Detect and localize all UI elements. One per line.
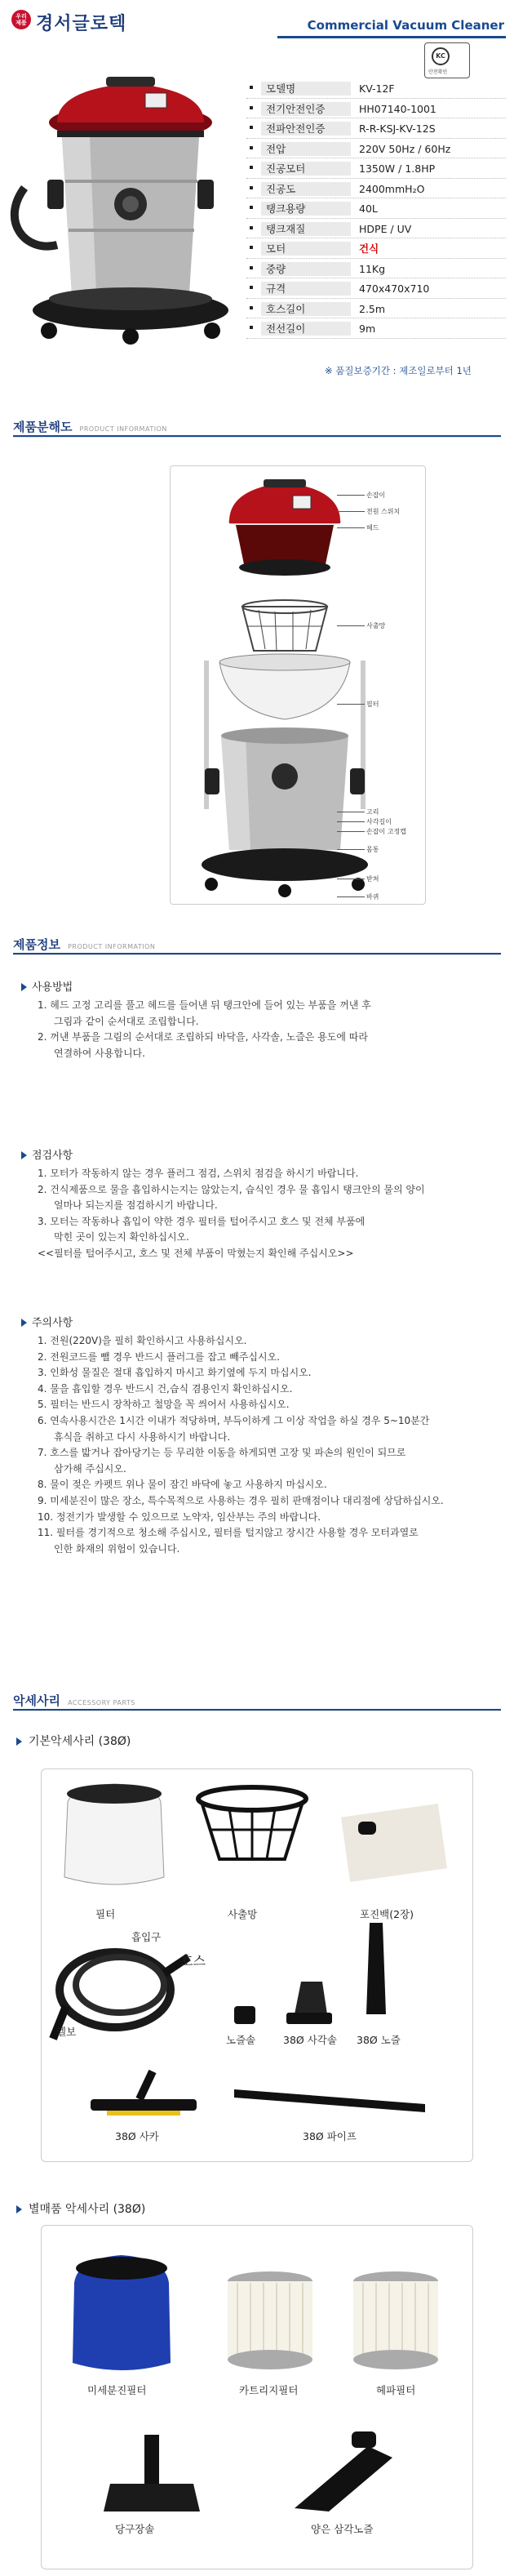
part-leader-line bbox=[337, 625, 365, 626]
spec-row bbox=[246, 78, 506, 99]
item-text-cont: 막힌 곳이 있는지 확인하십시오. bbox=[54, 1231, 189, 1244]
item-text: 11. 필터를 경기적으로 청소해 주십시오, 필터를 털지않고 장시간 사용할 경우 모터과열로 bbox=[38, 1527, 419, 1539]
spec-value: R-R-KSJ-KV-12S bbox=[359, 122, 436, 135]
spec-value: 470x470x710 bbox=[359, 283, 430, 295]
triangle-bullet-icon bbox=[16, 2205, 22, 2213]
square-bullet-icon bbox=[250, 126, 253, 129]
part-leader-line bbox=[337, 821, 365, 822]
section-divider bbox=[13, 435, 501, 437]
caution-item bbox=[38, 1510, 511, 1526]
caution-item bbox=[38, 1525, 511, 1557]
accessory-label-floor: 당구장솔 bbox=[115, 2523, 155, 2535]
section-title-en: PRODUCT INFORMATION bbox=[79, 425, 167, 433]
spec-value: 건식 bbox=[359, 242, 379, 255]
item-text: 6. 연속사용시간은 1시간 이내가 적당하며, 부득이하게 그 이상 작업을 하실 경우 5~10분간 bbox=[38, 1414, 430, 1426]
section-divider bbox=[13, 953, 501, 954]
spec-row bbox=[246, 238, 506, 259]
part-leader-line bbox=[337, 527, 365, 528]
accessory-label-fine-filter: 미세분진필터 bbox=[87, 2384, 147, 2396]
basic-accessory-title: 기본악세사리 (38Ø) bbox=[29, 1735, 131, 1748]
square-bullet-icon bbox=[250, 166, 253, 169]
accessory-label-nozzle: 노즐솔 bbox=[226, 2034, 256, 2046]
spec-label: 탱크재질 bbox=[261, 222, 351, 236]
part-label: 손잡이 bbox=[366, 492, 386, 499]
cert-text: 안전확인 bbox=[428, 69, 448, 75]
part-label: 필터 bbox=[366, 701, 379, 708]
triangle-bullet-icon bbox=[21, 983, 27, 991]
square-bullet-icon bbox=[250, 326, 253, 329]
triangle-bullet-icon bbox=[21, 1151, 27, 1159]
spec-label: 호스길이 bbox=[261, 302, 351, 316]
caution-item bbox=[38, 1445, 511, 1477]
section-divider bbox=[13, 1709, 501, 1711]
part-leader-line bbox=[337, 896, 365, 897]
part-label: 받쳐 bbox=[366, 875, 379, 883]
spec-label: 진공도 bbox=[261, 182, 351, 196]
square-bullet-icon bbox=[250, 226, 253, 229]
spec-row bbox=[246, 219, 506, 239]
spec-label: 모델명 bbox=[261, 82, 351, 96]
item-text-cont: 휴식을 취하고 다시 사용하시기 바랍니다. bbox=[54, 1430, 231, 1443]
kc-cert-badge bbox=[424, 42, 470, 78]
part-leader-line bbox=[337, 495, 365, 496]
accessory-label-mesh: 사출망 bbox=[228, 1908, 258, 1920]
exploded-view-box bbox=[170, 465, 426, 905]
spec-value: 11Kg bbox=[359, 262, 386, 275]
item-text: 3. 인화성 물질은 절대 흡입하지 마시고 화기옆에 두지 마십시오. bbox=[38, 1367, 312, 1379]
item-text: 4. 물을 흡입할 경우 반드시 건,습식 겸용인지 확인하십시오. bbox=[38, 1382, 293, 1395]
item-text: 8. 물이 젖은 카펫트 위나 물이 잠긴 바닥에 놓고 사용하지 마십시오. bbox=[38, 1479, 327, 1491]
accessory-label-elbow: 엘보 bbox=[56, 2026, 77, 2038]
item-text-cont: 연결하여 사용합니다. bbox=[54, 1047, 145, 1059]
item-text: 5. 필터는 반드시 장착하고 철망을 꼭 씌어서 사용하십시오. bbox=[38, 1399, 290, 1411]
accessory-label-crevice: 38Ø 노즐 bbox=[357, 2034, 401, 2046]
section-title-info bbox=[13, 936, 155, 952]
accessory-label-filter: 필터 bbox=[95, 1908, 116, 1920]
section-title-ko: 악세사리 bbox=[13, 1693, 60, 1708]
usage-title: 사용방법 bbox=[32, 981, 73, 994]
triangle-bullet-icon bbox=[21, 1319, 27, 1327]
section-title-en: PRODUCT INFORMATION bbox=[68, 943, 156, 950]
brand-name: 경서글로텍 bbox=[36, 14, 127, 34]
spec-label: 규격 bbox=[261, 282, 351, 296]
spec-row bbox=[246, 259, 506, 279]
section-title-ko: 제품정보 bbox=[13, 937, 60, 952]
caution-item bbox=[38, 1333, 511, 1350]
usage-item bbox=[38, 1030, 511, 1061]
item-text: 2. 건식제품으로 물을 흡입하시는지는 않았는지, 습식인 경우 물 흡입시 탱크안의 물의 양이 bbox=[38, 1183, 425, 1195]
accessory-label-bag: 포진백(2장) bbox=[360, 1908, 414, 1920]
spec-label: 전선길이 bbox=[261, 322, 351, 336]
caution-item bbox=[38, 1493, 511, 1510]
part-label: 고리 bbox=[366, 808, 379, 816]
square-bullet-icon bbox=[250, 146, 253, 149]
caution-item bbox=[38, 1365, 511, 1381]
square-bullet-icon bbox=[250, 86, 253, 89]
spec-value: 1350W / 1.8HP bbox=[359, 162, 436, 175]
item-text: 2. 꺼낸 부품을 그림의 순서대로 조립하되 바닥을, 사각솔, 노즐은 용도에 따라 bbox=[38, 1031, 368, 1043]
spec-value: 2.5m bbox=[359, 302, 386, 315]
spec-value: 40L bbox=[359, 202, 378, 215]
item-text: 10. 정전기가 발생할 수 있으므로 노약자, 임산부는 주의 바랍니다. bbox=[38, 1510, 321, 1523]
part-label: 사출망 bbox=[366, 622, 386, 630]
spec-value: 220V 50Hz / 60Hz bbox=[359, 142, 451, 155]
square-bullet-icon bbox=[250, 206, 253, 209]
check-title: 점검사항 bbox=[32, 1150, 73, 1162]
item-text: 7. 호스를 밟거나 잡아당기는 등 무리한 이동을 하게되면 고장 및 파손의 원인이 되므로 bbox=[38, 1447, 406, 1459]
caution-item bbox=[38, 1381, 511, 1398]
caution-heading bbox=[21, 1314, 73, 1329]
spec-row bbox=[246, 299, 506, 319]
page-header bbox=[0, 0, 514, 49]
square-bullet-icon bbox=[250, 186, 253, 189]
header-divider bbox=[277, 36, 506, 38]
square-bullet-icon bbox=[250, 246, 253, 249]
part-label: 몸통 bbox=[366, 846, 379, 853]
basic-accessory-heading bbox=[16, 1733, 131, 1749]
item-text: 1. 모터가 작동하지 않는 경우 플러그 점검, 스위치 점검을 하시기 바랍니다. bbox=[38, 1168, 359, 1179]
spec-label: 모터 bbox=[261, 242, 351, 256]
brand-logo-icon: 우리 제품 bbox=[11, 10, 31, 29]
item-text: 9. 미세분진이 많은 장소, 특수목적으로 사용하는 경우 필히 판매점이나 대리점에 상담하십시오. bbox=[38, 1494, 444, 1506]
item-text: <<필터를 털어주시고, 호스 및 전체 부품이 막혔는지 확인해 주십시오>> bbox=[38, 1247, 354, 1259]
triangle-bullet-icon bbox=[16, 1737, 22, 1746]
caution-title: 주의사항 bbox=[32, 1317, 73, 1329]
extra-accessory-title: 별매품 악세사리 (38Ø) bbox=[29, 2203, 146, 2216]
spec-row bbox=[246, 99, 506, 119]
check-list bbox=[38, 1166, 511, 1262]
part-label: 사각길이 bbox=[366, 818, 392, 825]
item-text: 1. 헤드 고정 고리를 풀고 헤드를 들어낸 뒤 탱크안에 들어 있는 부품을 꺼낸 후 bbox=[38, 999, 371, 1011]
spec-value: 2400mmH₂O bbox=[359, 182, 425, 195]
spec-row bbox=[246, 278, 506, 299]
spec-value: HH07140-1001 bbox=[359, 102, 436, 115]
extra-accessory-images bbox=[42, 2226, 474, 2570]
part-label: 손잡이 고정캡 bbox=[366, 828, 406, 835]
spec-label: 탱크용량 bbox=[261, 202, 351, 216]
part-label: 전원 스위치 bbox=[366, 508, 401, 515]
accessory-label-pipe: 38Ø 파이프 bbox=[303, 2130, 357, 2142]
spec-label: 전기안전인증 bbox=[261, 102, 351, 116]
part-leader-line bbox=[337, 704, 365, 705]
square-bullet-icon bbox=[250, 306, 253, 309]
spec-row bbox=[246, 118, 506, 139]
check-item bbox=[38, 1182, 511, 1214]
square-bullet-icon bbox=[250, 266, 253, 269]
check-item bbox=[38, 1246, 511, 1262]
caution-item bbox=[38, 1350, 511, 1366]
warranty-note: ※ 품질보증기간 : 제조일로부터 1년 bbox=[325, 365, 472, 376]
section-title-exploded bbox=[13, 418, 167, 434]
spec-row bbox=[246, 198, 506, 219]
accessory-label-hose-inlet: 흡입구 bbox=[131, 1931, 162, 1943]
usage-item bbox=[38, 998, 511, 1030]
exploded-diagram bbox=[171, 466, 427, 905]
check-item bbox=[38, 1214, 511, 1246]
extra-accessory-heading bbox=[16, 2200, 145, 2217]
part-leader-line bbox=[337, 831, 365, 832]
check-heading bbox=[21, 1146, 73, 1162]
accessory-label-hose: 호스 bbox=[180, 1953, 206, 1969]
square-bullet-icon bbox=[250, 106, 253, 109]
accessory-label-triangle: 양은 삼각노즐 bbox=[311, 2523, 374, 2535]
basic-accessory-box bbox=[41, 1768, 473, 2162]
extra-accessory-box bbox=[41, 2225, 473, 2569]
spec-label: 중량 bbox=[261, 262, 351, 276]
usage-list bbox=[38, 998, 511, 1061]
accessory-label-hepa: 헤파필터 bbox=[376, 2384, 416, 2396]
vacuum-product-image bbox=[8, 57, 245, 351]
section-title-accessory bbox=[13, 1692, 135, 1708]
item-text: 2. 전원코드를 뺄 경우 반드시 플러그를 잡고 빼주십시오. bbox=[38, 1350, 280, 1363]
section-title-en: ACCESSORY PARTS bbox=[68, 1699, 135, 1706]
spec-row bbox=[246, 318, 506, 339]
caution-item bbox=[38, 1477, 511, 1493]
part-label: 헤드 bbox=[366, 524, 379, 532]
spec-label: 전파안전인증 bbox=[261, 122, 351, 136]
part-leader-line bbox=[337, 849, 365, 850]
item-text-cont: 인한 화재의 위험이 있습니다. bbox=[54, 1542, 180, 1555]
caution-list bbox=[38, 1333, 511, 1557]
accessory-label-sakka: 38Ø 사카 bbox=[115, 2130, 159, 2142]
spec-value: KV-12F bbox=[359, 82, 395, 95]
part-leader-line bbox=[337, 511, 365, 512]
item-text-cont: 얼마나 되는지를 점검하시기 바랍니다. bbox=[54, 1199, 218, 1212]
caution-item bbox=[38, 1413, 511, 1445]
page-title: Commercial Vacuum Cleaner bbox=[307, 18, 504, 33]
item-text: 3. 모터는 작동하나 흡입이 약한 경우 필터를 털어주시고 호스 및 전체 부품에 bbox=[38, 1215, 366, 1227]
check-item bbox=[38, 1166, 511, 1182]
spec-row bbox=[246, 179, 506, 199]
part-label: 바퀴 bbox=[366, 893, 379, 901]
spec-row bbox=[246, 139, 506, 159]
item-text-cont: 삼가해 주십시오. bbox=[54, 1462, 126, 1475]
accessory-label-cartridge: 카트리지필터 bbox=[239, 2384, 299, 2396]
spec-value: HDPE / UV bbox=[359, 222, 412, 235]
spec-table bbox=[246, 78, 506, 339]
square-bullet-icon bbox=[250, 286, 253, 289]
spec-row bbox=[246, 158, 506, 179]
spec-label: 진공모터 bbox=[261, 162, 351, 176]
caution-item bbox=[38, 1397, 511, 1413]
usage-heading bbox=[21, 978, 73, 994]
accessory-label-square-brush: 38Ø 사각솔 bbox=[283, 2034, 337, 2046]
kc-mark-icon: KC bbox=[432, 47, 450, 65]
item-text: 1. 전원(220V)을 필히 확인하시고 사용하십시오. bbox=[38, 1335, 247, 1346]
basic-accessory-images bbox=[42, 1769, 474, 2163]
item-text-cont: 그림과 같이 순서대로 조립합니다. bbox=[54, 1015, 199, 1027]
spec-value: 9m bbox=[359, 323, 376, 335]
section-title-ko: 제품분해도 bbox=[13, 420, 73, 434]
spec-label: 전압 bbox=[261, 142, 351, 156]
